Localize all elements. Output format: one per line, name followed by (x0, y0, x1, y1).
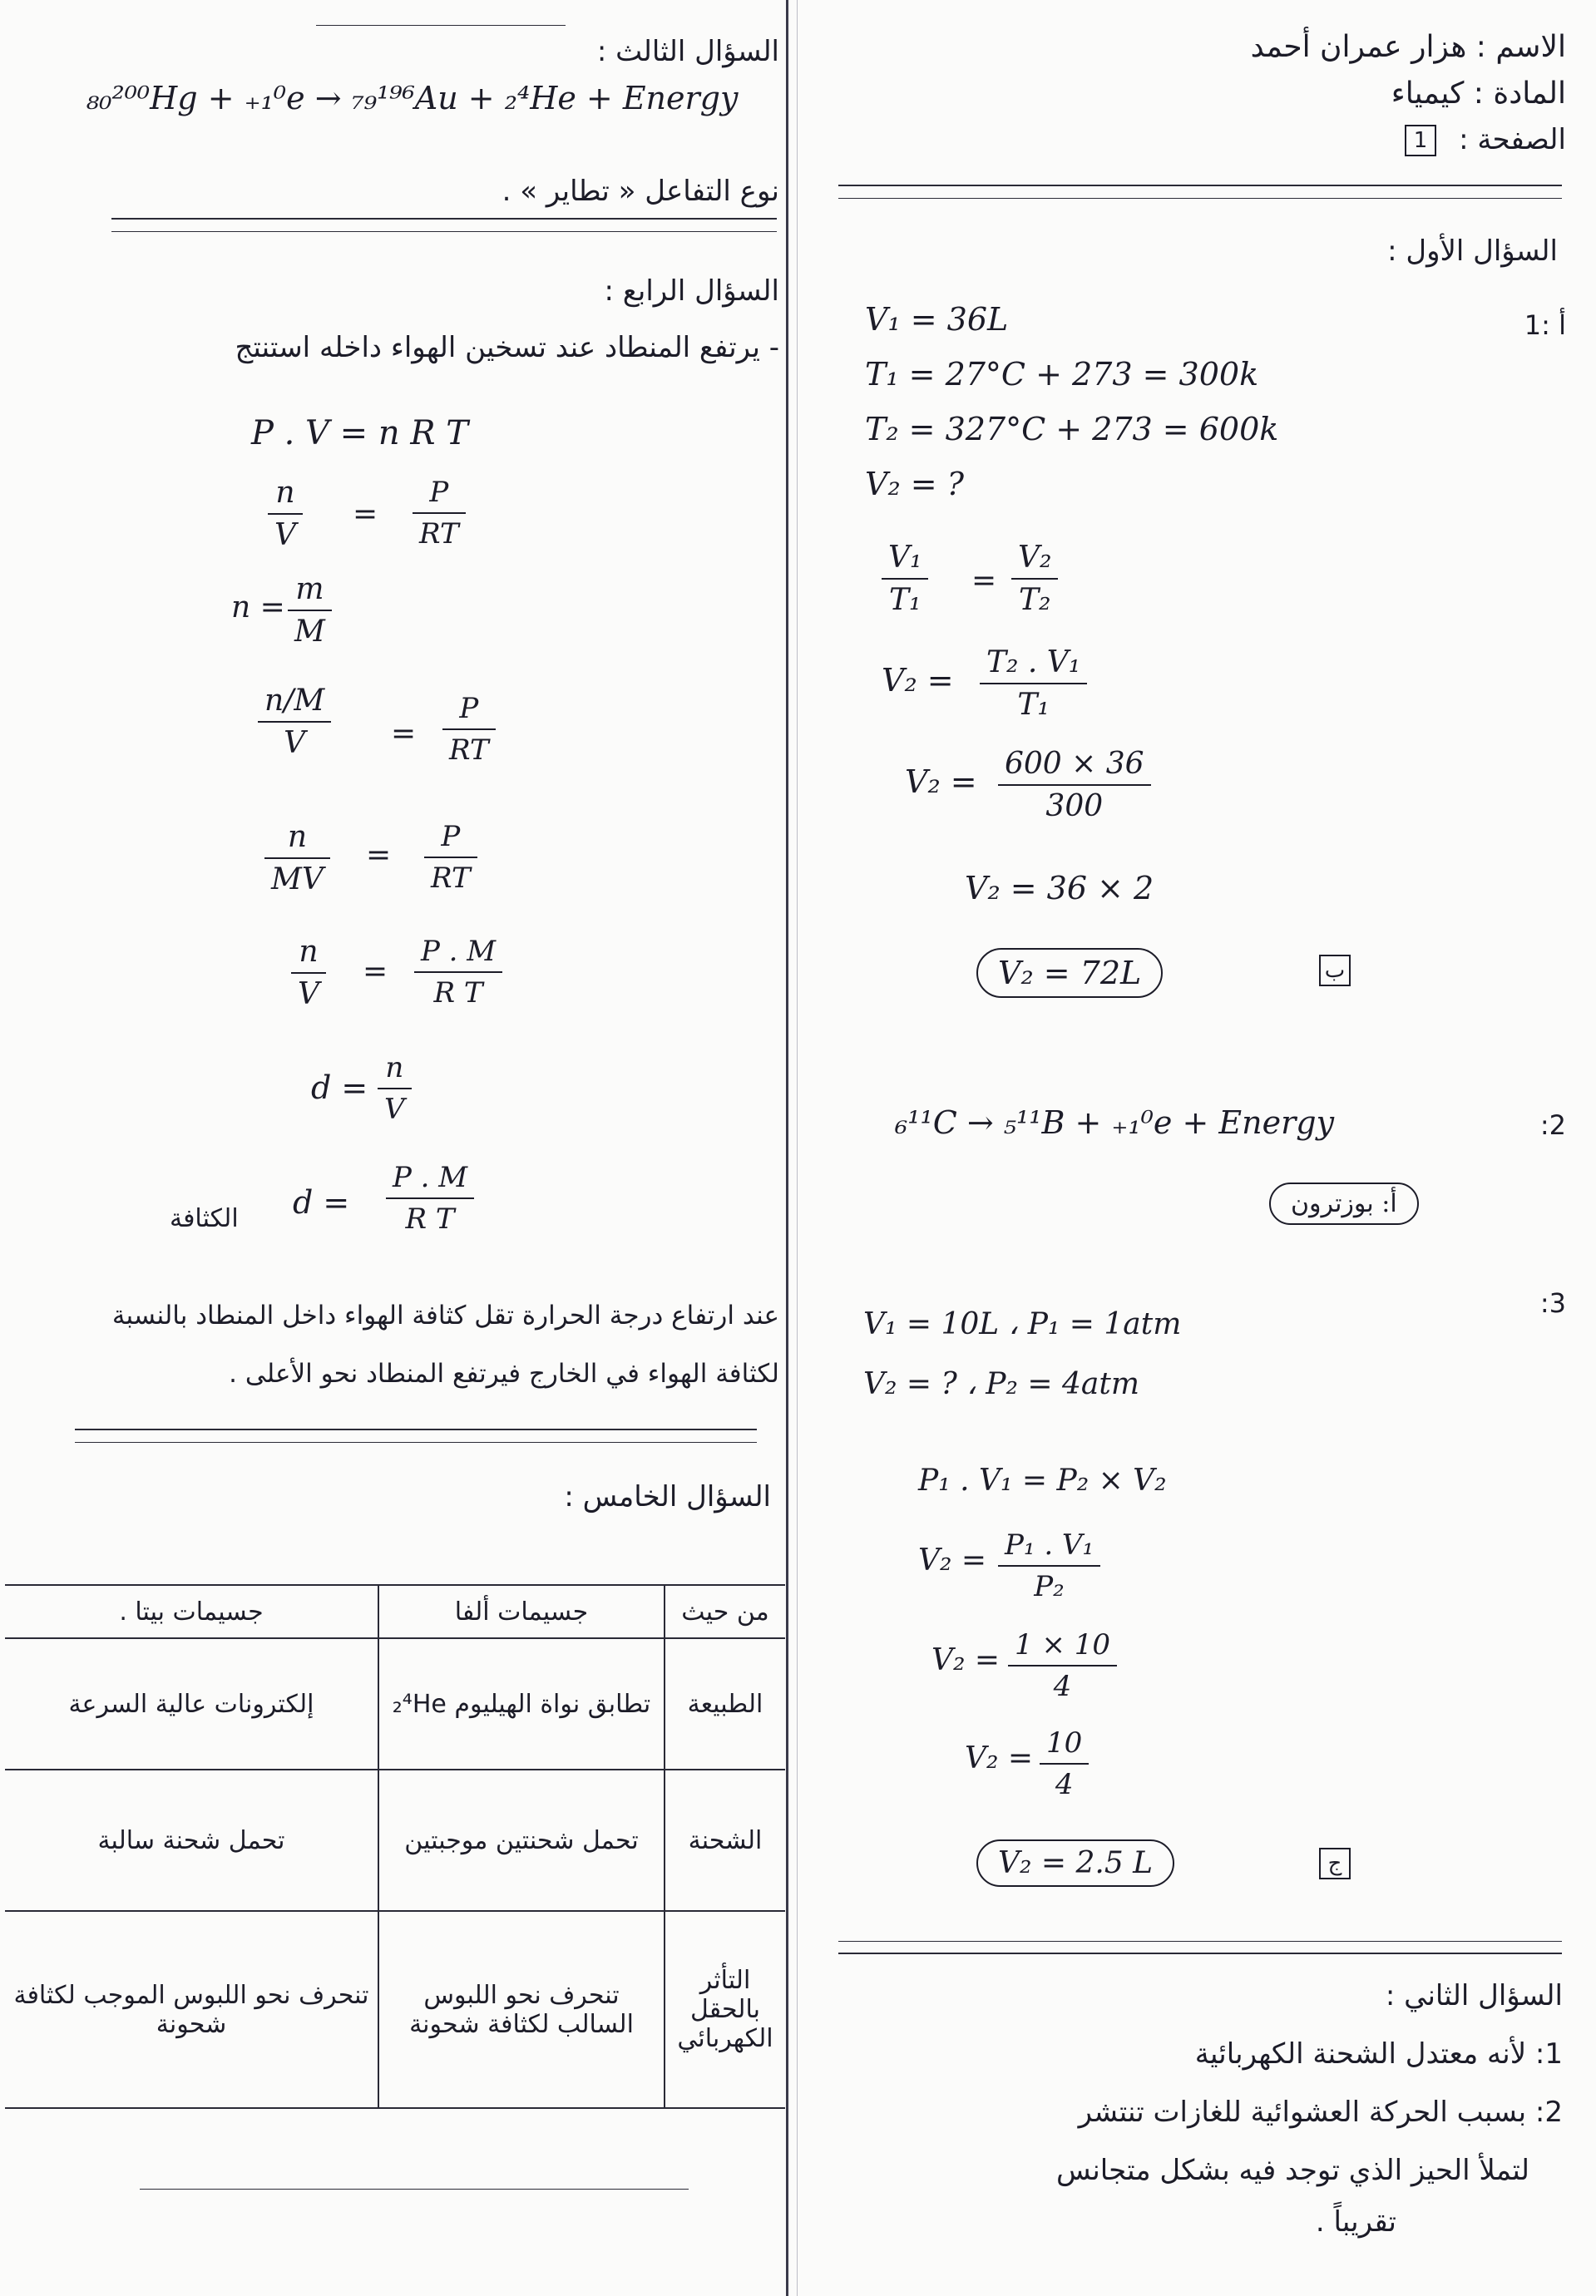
q1-decay-equation: ₆¹¹C → ₅¹¹B + ₊₁⁰e + Energy (895, 1104, 1335, 1141)
q1-choice-box: ب (1319, 955, 1351, 986)
q3-title: السؤال الثالث : (596, 35, 779, 68)
table-header: جسيمات ألفا (378, 1585, 665, 1638)
q1-part1-label: أ :1 (1524, 309, 1566, 341)
q2-item2: 2: بسبب الحركة العشوائية للغازات تنتشر (1078, 2096, 1563, 2129)
q1-part3-fraction-b: 1 × 10 4 (1008, 1628, 1117, 1703)
table-row (5, 1638, 785, 1770)
q2-item2-end: تقريباً . (1315, 2205, 1396, 2239)
q4-end-rule-1 (75, 1429, 757, 1430)
q3-end-rule-2 (111, 231, 777, 232)
q1-unknown-v2: V₂ = ? (865, 466, 965, 502)
q1-end-rule-2 (838, 1953, 1562, 1954)
q4-moles-fraction: m M (288, 572, 332, 649)
grade-box: 1 (1405, 125, 1436, 156)
page-end-rule (140, 2189, 689, 2190)
header-rule-2 (838, 198, 1562, 199)
table-cell: الطبيعة (665, 1638, 785, 1770)
q4-fraction-4: n MV (264, 820, 330, 896)
q1-charles-lhs: V₁ T₁ (882, 541, 928, 617)
table-header: جسيمات بيتا . (5, 1585, 378, 1638)
q4-density-fraction-2: P . M R T (386, 1161, 474, 1236)
column-divider (786, 0, 788, 2296)
q4-end-rule-2 (75, 1442, 757, 1443)
q1-boyle-law: P₁ . V₁ = P₂ × V₂ (918, 1464, 1167, 1498)
q1-title: السؤال الأول : (1387, 235, 1558, 268)
q1-part3-fraction-c: 10 4 (1040, 1726, 1089, 1801)
q4-fraction-3: n/M V (258, 684, 331, 760)
q3-end-rule-1 (111, 218, 777, 220)
q1-given-t2: T₂ = 327°C + 273 = 600k (865, 411, 1279, 447)
column-divider-inner (797, 0, 798, 2296)
table-cell: التأثر بالحقل الكهربائي (665, 1911, 785, 2107)
q1-part3-given1: V₁ = 10L ، P₁ = 1atm (863, 1307, 1182, 1341)
q1-answer: V₂ = 72L (976, 948, 1163, 998)
q1-given-v1: V₁ = 36L (865, 301, 1009, 338)
table-row (5, 1911, 785, 2107)
left-column: السؤال الثالث : ₈₀²⁰⁰Hg + ₊₁⁰e → ₇₉¹⁹⁶Au + ₂⁴He + Energy نوع التفاعل « تطاير » . السؤال الرابع : - يرتفع المنطاد عند تسخين الهواء داخله استنتج P . V = n R T n V = P RT n = m M n/M V = P RT n MV = P RT n V = P . M R T d = n V الكثافة d = P . M R T عند ارتفاع درجة الحرارة تقل كثافة الهواء داخل المنطاد بالنسبة لكثافة الهواء في الخارج فيرتفع المنطاد نحو الأعلى . السؤال الخامس : من حيث جسيمات ألفا جسيمات بيتا . الطبيعة تطابق نواة الهيليوم ₂⁴He إلكترونات عالية السرعة الشحنة تحمل شحنتين موجبتين تحمل شحنة سالبة التأثر بالحقل الكهربائي تنحرف نحو اللبوس السالب لكثافة شحونة تنحرف نحو اللبوس الموجب لكثافة شحونة (0, 0, 786, 2296)
grade-label: الصفحة : (1459, 123, 1566, 156)
q1-given-t1: T₁ = 27°C + 273 = 300k (865, 356, 1259, 393)
q4-fraction-5: n V (291, 935, 326, 1011)
table-header: من حيث (665, 1585, 785, 1638)
q1-step: V₂ = 36 × 2 (965, 870, 1154, 906)
q3-reaction-type: نوع التفاعل « تطاير » . (502, 175, 779, 208)
table-header-row (5, 1585, 785, 1638)
q2-item2-cont: لتملأ الحيز الذي توجد فيه بشكل متجانس (1056, 2154, 1529, 2187)
q4-density-label: الكثافة (170, 1204, 239, 1233)
q2-title: السؤال الثاني : (1385, 1979, 1563, 2012)
q1-charles-rhs: V₂ T₂ (1011, 541, 1058, 617)
q1-part2-answer: أ: بوزترون (1269, 1183, 1419, 1225)
q1-solve-fraction: T₂ . V₁ T₁ (980, 645, 1087, 722)
q1-end-rule-1 (838, 1941, 1562, 1942)
subject-label: المادة : كيمياء (1391, 77, 1566, 111)
table-cell: تنحرف نحو اللبوس الموجب لكثافة شحونة (5, 1911, 378, 2107)
student-name: الاسم : هزار عمران أحمد (1250, 30, 1566, 64)
q1-part3-label: 3: (1539, 1287, 1566, 1319)
table-cell: تحمل شحنتين موجبتين (378, 1770, 665, 1911)
right-column: الاسم : هزار عمران أحمد المادة : كيمياء الصفحة : 1 السؤال الأول : أ :1 V₁ = 36L T₁ = 27°C + 273 = 300k T₂ = 327°C + 273 = 600k V₂ = ? V₁ T₁ = V₂ T₂ V₂ = T₂ . V₁ T₁ V₂ = 600 × 36 300 V₂ = 36 × 2 V₂ = 72L ب 2: ₆¹¹C → ₅¹¹B + ₊₁⁰e + Energy أ: بوزترون 3: V₁ = 10L ، P₁ = 1atm V₂ = ? ، P₂ = 4atm P₁ . V₁ = P₂ × V₂ V₂ = P₁ . V₁ P₂ V₂ = 1 × 10 4 V₂ = 10 4 V₂ = 2.5 L ج السؤال الثاني : 1: لأنه معتدل الشحنة الكهربائية 2: بسبب الحركة العشوائية للغازات تنتشر لتملأ الحيز الذي توجد فيه بشكل متجانس تقريباً . (805, 0, 1596, 2296)
q4-ideal-gas-law: P . V = n R T (251, 414, 468, 452)
q2-item1: 1: لأنه معتدل الشحنة الكهربائية (1194, 2037, 1563, 2071)
table-cell: إلكترونات عالية السرعة (5, 1638, 378, 1770)
q4-conclusion-line1: عند ارتفاع درجة الحرارة تقل كثافة الهواء داخل المنطاد بالنسبة (111, 1301, 779, 1331)
table-row (5, 1770, 785, 1911)
q1-part2-label: 2: (1539, 1109, 1566, 1141)
q4-title: السؤال الرابع : (604, 274, 779, 308)
table-cell: تنحرف نحو اللبوس السالب لكثافة شحونة (378, 1911, 665, 2107)
q4-intro: - يرتفع المنطاد عند تسخين الهواء داخله استنتج (235, 331, 779, 364)
table-bottom-rule (5, 2107, 785, 2109)
table-cell: تحمل شحنة سالبة (5, 1770, 378, 1911)
q5-title: السؤال الخامس : (564, 1480, 771, 1513)
q1-part3-fraction-a: P₁ . V₁ P₂ (998, 1528, 1100, 1603)
q3-equation: ₈₀²⁰⁰Hg + ₊₁⁰e → ₇₉¹⁹⁶Au + ₂⁴He + Energy (86, 80, 739, 116)
top-rule (316, 25, 566, 26)
q4-conclusion-line2: لكثافة الهواء في الخارج فيرتفع المنطاد نحو الأعلى . (229, 1359, 779, 1389)
q4-fraction-1: n V (268, 476, 303, 552)
comparison-table (5, 1584, 785, 2107)
table-cell: الشحنة (665, 1770, 785, 1911)
q1-substitute-fraction: 600 × 36 300 (998, 747, 1151, 823)
q1-part3-answer: V₂ = 2.5 L (976, 1839, 1174, 1887)
q1-part3-choice-box: ج (1319, 1848, 1351, 1879)
header-rule-1 (838, 185, 1562, 186)
q4-density-fraction-1: n V (378, 1051, 412, 1126)
q1-part3-given2: V₂ = ? ، P₂ = 4atm (863, 1367, 1139, 1401)
table-cell: تطابق نواة الهيليوم ₂⁴He (378, 1638, 665, 1770)
